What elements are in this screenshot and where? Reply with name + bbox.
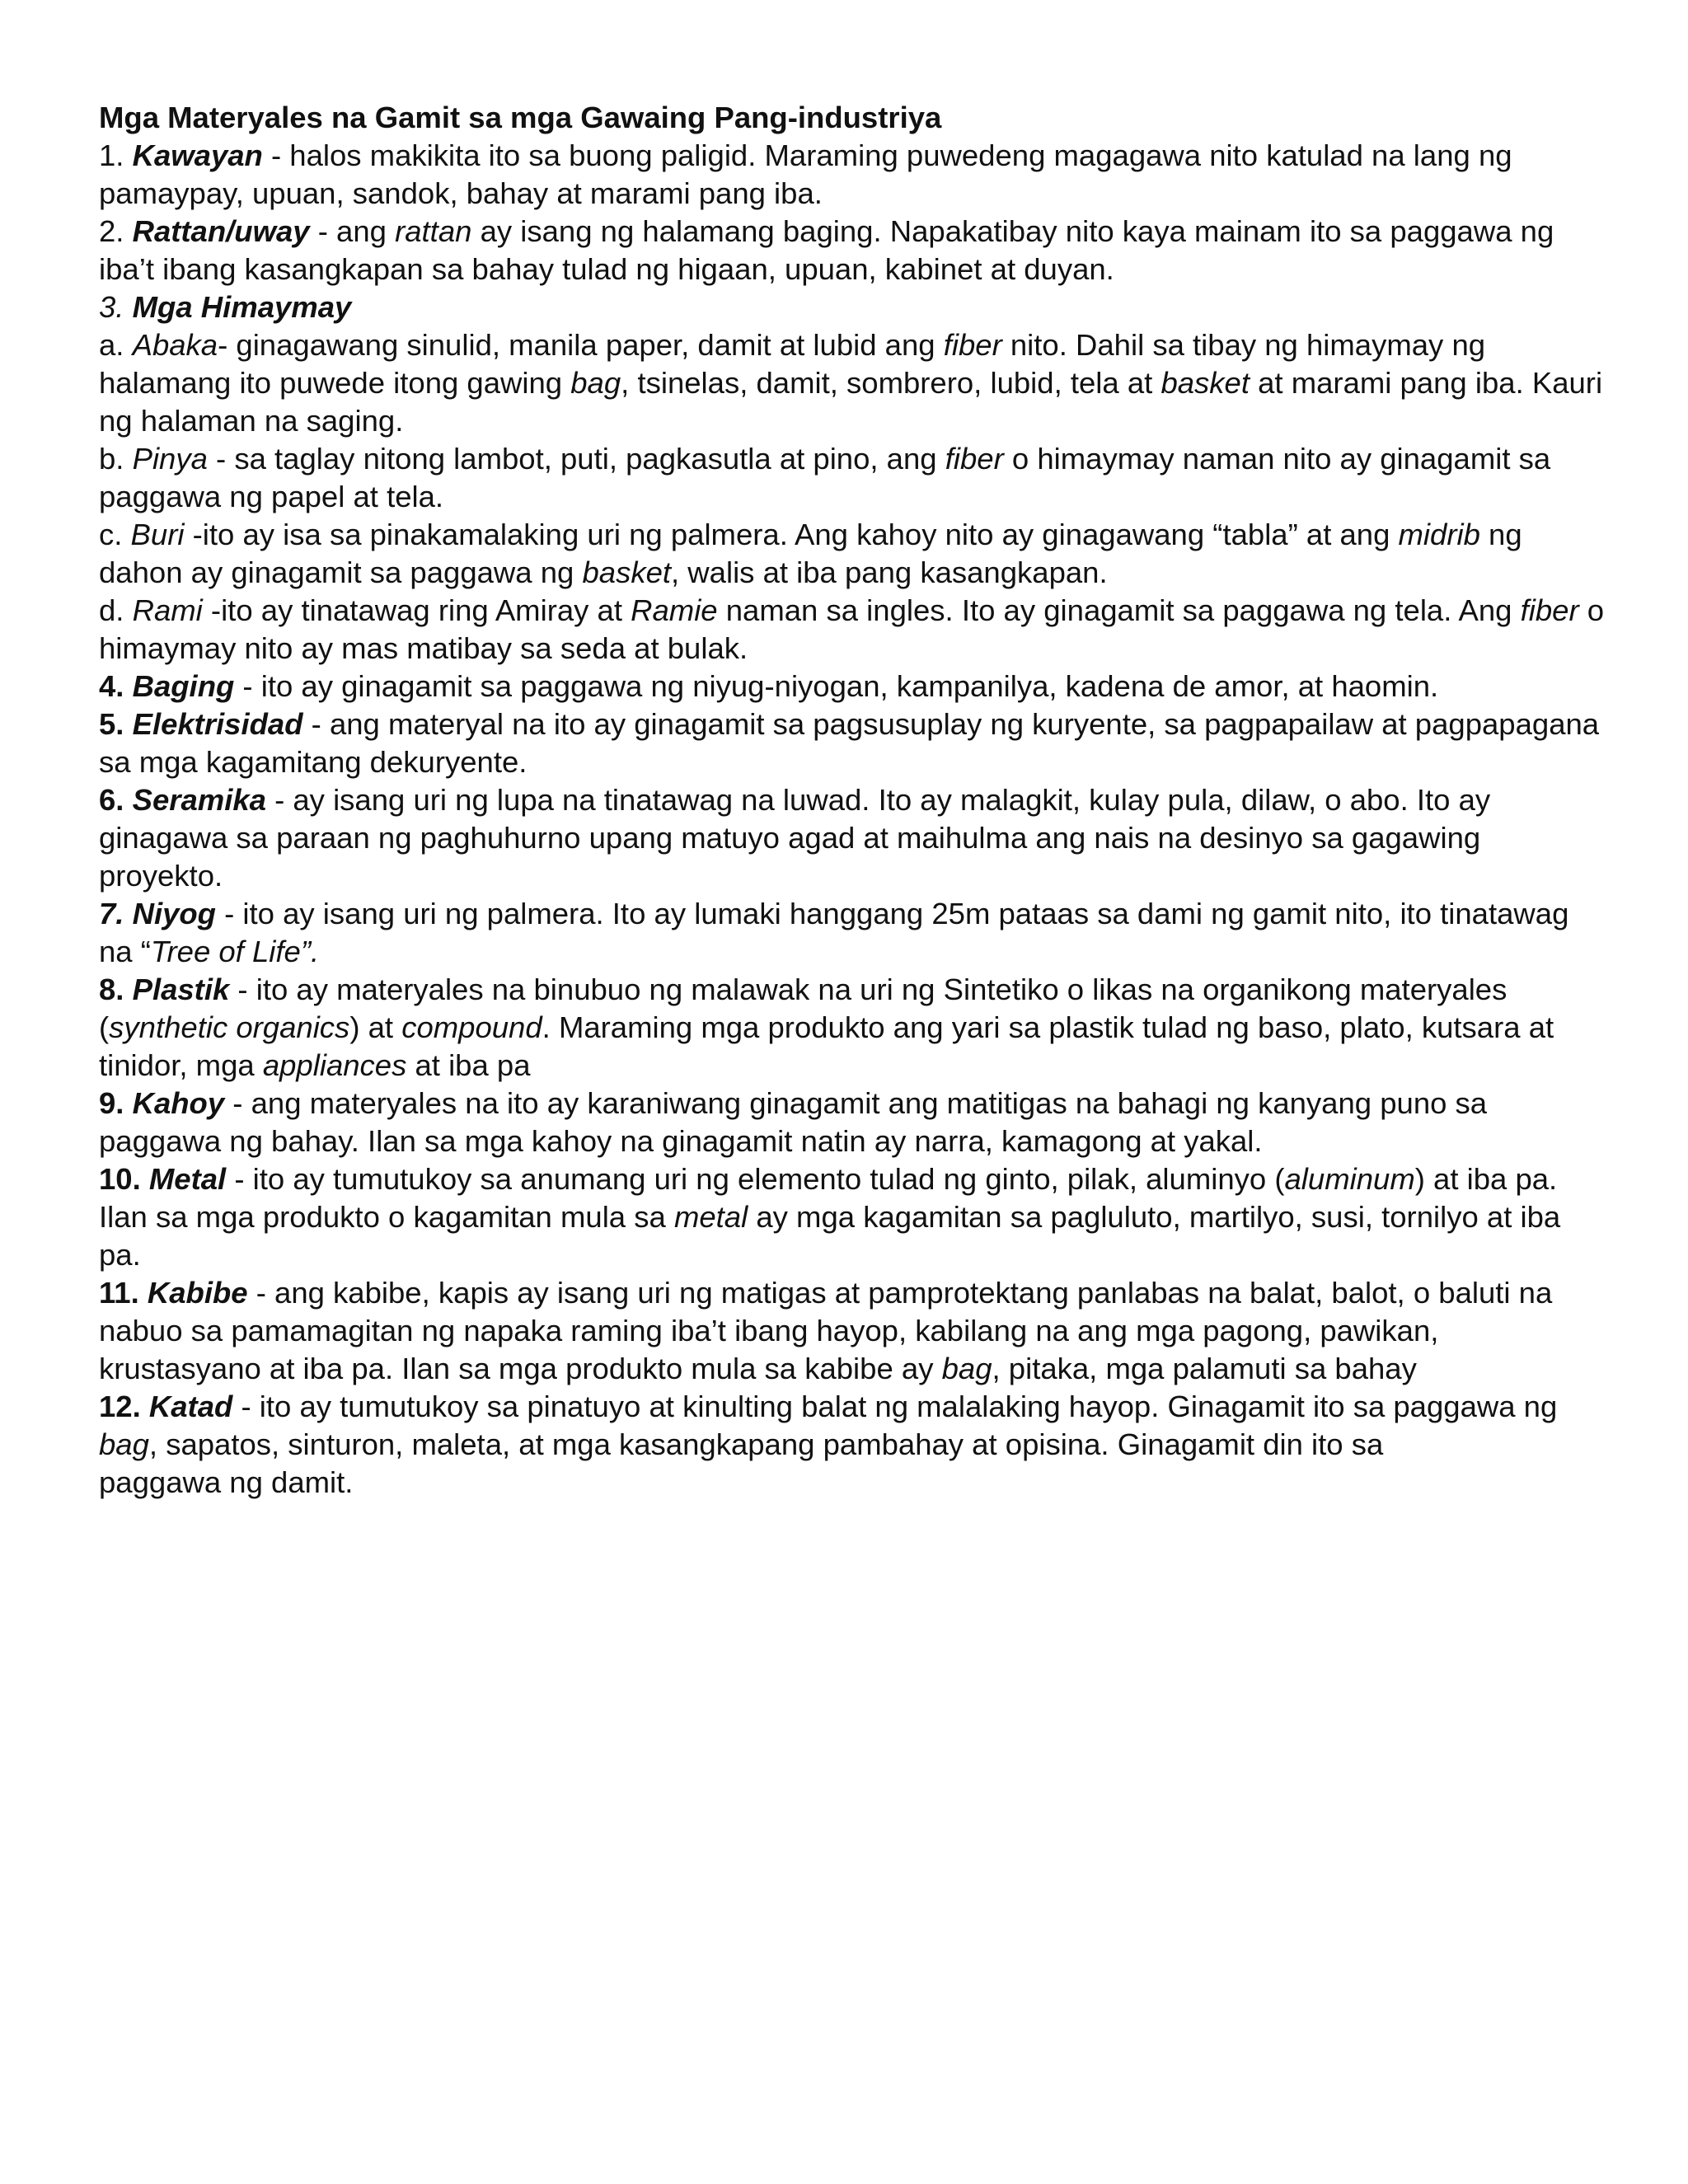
text-run: Katad [148,1390,233,1423]
text-run: rattan [395,214,472,248]
text-run: Ramie [631,593,718,627]
paragraph-4 [99,326,1611,440]
text-run: ng dahon ay ginagamit sa paggawa ng [99,518,1531,589]
text-run: a. [99,328,133,362]
text-run: midrib [1398,518,1480,551]
paragraph-11 [99,895,1607,971]
text-run: paggawa ng damit. [99,1465,354,1499]
text-run: -ito ay tinatawag ring Amiray at [202,593,631,627]
text-run: 1. [99,138,133,172]
paragraph-17 [99,1464,1607,1502]
text-run: bag [99,1427,149,1461]
text-run: ) at iba pa. Ilan sa mga produkto o kagamitan mula sa [99,1162,1566,1234]
text-run: Pinya [132,442,208,476]
text-run: basket [582,555,672,589]
text-run: , sapatos, sinturon, maleta, at mga kasangkapang pambahay at opisina. Ginagamit din ito sa [148,1427,1384,1461]
text-run: - ito ay tumutukoy sa pinatuyo at kinulting balat ng malalaking hayop. Ginagamit ito sa paggawa ng [232,1390,1566,1423]
text-run: at marami pang iba. Kauri ng halaman na saging. [99,366,1611,438]
text-run: - ito ay tumutukoy sa anumang uri ng elemento tulad ng ginto, pilak, aluminyo ( [226,1162,1285,1196]
document-title: Mga Materyales na Gamit sa mga Gawaing Pang-industriya [99,101,942,134]
text-run: bag [570,366,621,400]
text-run: synthetic organics [109,1010,350,1044]
text-run: ay isang ng halamang baging. Napakatibay nito kaya mainam ito sa paggawa ng iba’t ibang kasangkapan sa bahay tulad ng higaan, upuan, kabinet at duyan. [99,214,1563,286]
text-run: 7. Niyog [99,897,216,930]
text-run: nito. Dahil sa tibay ng himaymay ng halamang ito puwede itong gawing [99,328,1494,400]
text-run: - ito ay isang uri ng palmera. Ito ay lumaki hanggang 25m pataas sa dami ng gamit nito, ito tinatawag na “ [99,897,1578,968]
text-run: Kawayan [132,138,263,172]
text-run: o himaymay nito ay mas matibay sa seda at bulak. [99,593,1613,665]
text-run: Kabibe [147,1276,248,1310]
text-run: naman sa ingles. Ito ay ginagamit sa paggawa ng tela. Ang [717,593,1521,627]
text-run: - ang materyales na ito ay karaniwang ginagamit ang matitigas na bahagi ng kanyang puno sa paggawa ng bahay. Ilan sa mga kahoy na ginagamit natin ay narra, kamagong at yakal. [99,1086,1496,1158]
text-run: 12. [99,1390,149,1423]
text-run: 2. [99,214,133,248]
text-run: 10. [99,1162,149,1196]
text-run: - ginagawang sinulid, manila paper, damit at lubid ang [218,328,944,362]
text-run: - ang [309,214,396,248]
text-run: Abaka [132,328,218,362]
text-run: - halos makikita ito sa buong paligid. Maraming puwedeng magagawa nito katulad na lang ng pamaypay, upuan, sandok, bahay at marami pang iba. [99,138,1521,210]
text-run: Rami [132,593,203,627]
paragraph-12 [99,971,1607,1085]
text-run: basket [1160,366,1250,400]
text-run: Baging [132,669,235,703]
paragraph-15 [99,1274,1607,1388]
paragraph-2 [99,213,1607,288]
text-run: - ang kabibe, kapis ay isang uri ng matigas at pamprotektang panlabas na balat, balot, o baluti na nabuo sa pamamagitan ng napaka raming iba’t ibang hayop, kabilang na ang mga pagong, pawikan, krustasyano at iba pa. Ilan sa mga produkto mula sa kabibe ay [99,1276,1561,1385]
text-run: Elektrisidad [132,707,303,741]
text-run: 6. [99,783,133,817]
text-run: c. [99,518,131,551]
text-run: compound [401,1010,542,1044]
text-run: 3. [99,290,133,324]
text-run: - ay isang uri ng lupa na tinatawag na luwad. Ito ay malagkit, kulay pula, dilaw, o abo. Ito ay ginagawa sa paraan ng paghuhurno upang matuyo agad at maihulma ang nais na desinyo sa gagawing proyekto. [99,783,1499,893]
paragraph-8 [99,668,1607,705]
text-run: Kahoy [132,1086,225,1120]
text-run: aluminum [1284,1162,1415,1196]
paragraph-7 [99,592,1613,668]
text-run: appliances [262,1048,407,1082]
text-run: fiber [1520,593,1579,627]
text-run: , tsinelas, damit, sombrero, lubid, tela at [621,366,1161,400]
text-run: at iba pa [406,1048,531,1082]
text-run: 4. [99,669,133,703]
text-run: - ang materyal na ito ay ginagamit sa pagsusuplay ng kuryente, sa pagpapailaw at pagpapagana sa mga kagamitang dekuryente. [99,707,1608,779]
text-run: o himaymay naman nito ay ginagamit sa paggawa ng papel at tela. [99,442,1559,513]
text-run: ay mga kagamitan sa pagluluto, martilyo, susi, tornilyo at iba pa. [99,1200,1569,1272]
paragraph-1 [99,137,1607,213]
text-run: Rattan/uway [132,214,310,248]
paragraph-16 [99,1388,1607,1464]
text-run: 11. [99,1276,148,1310]
text-run: Plastik [132,972,230,1006]
text-run: Buri [130,518,185,551]
text-run: fiber [945,442,1004,476]
paragraph-10 [99,781,1607,895]
paragraph-3 [99,288,1607,326]
document-page [99,99,1613,1502]
paragraph-5 [99,440,1607,516]
text-run: bag [941,1352,992,1385]
text-run: . Maraming mga produkto ang yari sa plastik tulad ng baso, plato, kutsara at tinidor, mga [99,1010,1563,1082]
text-run: d. [99,593,133,627]
text-run: - ito ay ginagamit sa paggawa ng niyug-niyogan, kampanilya, kadena de amor, at haomin. [234,669,1439,703]
text-run: Mga Himaymay [132,290,352,324]
text-run: Tree of Life”. [150,935,320,968]
text-run: - ito ay materyales na binubuo ng malawak na uri ng Sintetiko o likas na organikong materyales ( [99,972,1516,1044]
text-run: , walis at iba pang kasangkapan. [671,555,1108,589]
text-run: Seramika [132,783,266,817]
text-run: fiber [943,328,1002,362]
document-body [99,137,1613,1502]
text-run: Metal [148,1162,227,1196]
text-run: metal [673,1200,748,1234]
text-run: -ito ay isa sa pinakamalaking uri ng palmera. Ang kahoy nito ay ginagawang “tabla” at ang [184,518,1399,551]
text-run: 5. [99,707,133,741]
text-run: - sa taglay nitong lambot, puti, pagkasutla at pino, ang [207,442,945,476]
text-run: 8. [99,972,133,1006]
text-run: b. [99,442,133,476]
text-run: , pitaka, mga palamuti sa bahay [992,1352,1417,1385]
paragraph-6 [99,516,1607,592]
text-run: 9. [99,1086,133,1120]
paragraph-14 [99,1160,1607,1274]
text-run: ) at [349,1010,402,1044]
paragraph-13 [99,1085,1607,1160]
paragraph-9 [99,705,1607,781]
